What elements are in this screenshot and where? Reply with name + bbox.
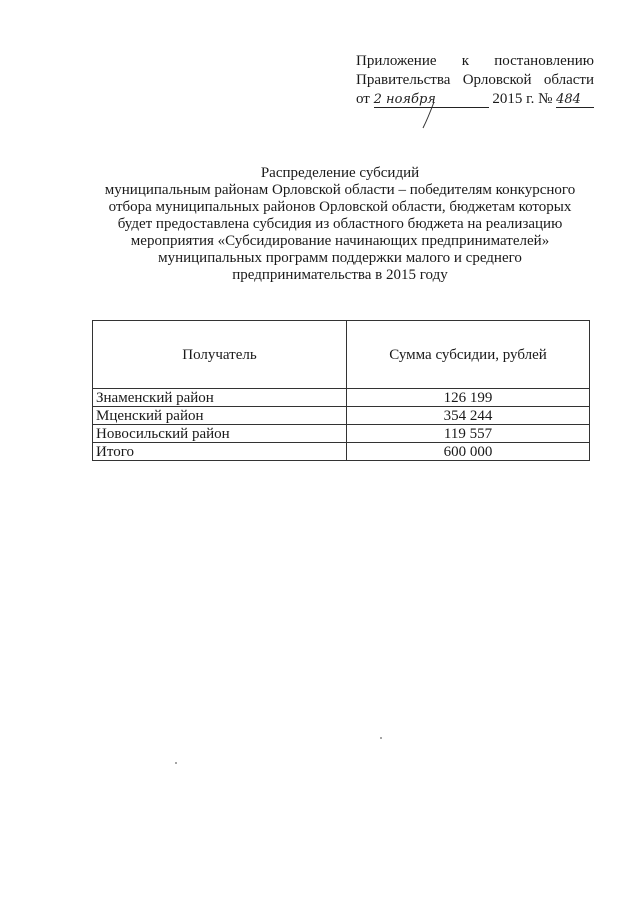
- appendix-block: [356, 52, 594, 109]
- recipient-cell: Мценский район: [93, 407, 347, 425]
- recipient-cell: Новосильский район: [93, 425, 347, 443]
- scan-speck: [380, 737, 382, 739]
- amount-cell: 119 557: [347, 425, 590, 443]
- title-line: будет предоставлена субсидия из областного бюджета на реализацию: [117, 216, 563, 232]
- title-line: отбора муниципальных районов Орловской области, бюджетам которых: [108, 199, 572, 215]
- pen-stroke-mark: [420, 100, 440, 130]
- title-line: мероприятия «Субсидирование начинающих предпринимателей»: [130, 233, 550, 249]
- table-header-row: [93, 321, 590, 389]
- title-line: муниципальным районам Орловской области – победителям конкурсного: [104, 182, 576, 198]
- title-line: Распределение субсидий: [260, 165, 420, 181]
- table-row: [93, 407, 590, 425]
- scan-speck: [175, 762, 177, 764]
- subsidy-table: [92, 320, 590, 461]
- from-label: от: [356, 91, 370, 107]
- table-row: [93, 389, 590, 407]
- table-total-row: [93, 443, 590, 461]
- table-row: [93, 425, 590, 443]
- header-amount: Сумма субсидии, рублей: [347, 321, 590, 389]
- handwritten-number: 484: [556, 92, 594, 108]
- handwritten-date: 2 ноября: [374, 92, 489, 108]
- title-line: предпринимательства в 2015 году: [232, 267, 448, 283]
- appendix-line-2: Правительства Орловской области: [356, 72, 594, 88]
- header-recipient: Получатель: [93, 321, 347, 389]
- appendix-line-1: Приложение к постановлению: [356, 53, 594, 69]
- amount-cell: 354 244: [347, 407, 590, 425]
- document-title: [70, 165, 610, 284]
- amount-cell: 126 199: [347, 389, 590, 407]
- year-number-label: 2015 г. №: [492, 91, 553, 107]
- total-label-cell: Итого: [93, 443, 347, 461]
- recipient-cell: Знаменский район: [93, 389, 347, 407]
- title-line: муниципальных программ поддержки малого и среднего: [158, 250, 522, 266]
- appendix-date-line: [356, 90, 594, 109]
- total-amount-cell: 600 000: [347, 443, 590, 461]
